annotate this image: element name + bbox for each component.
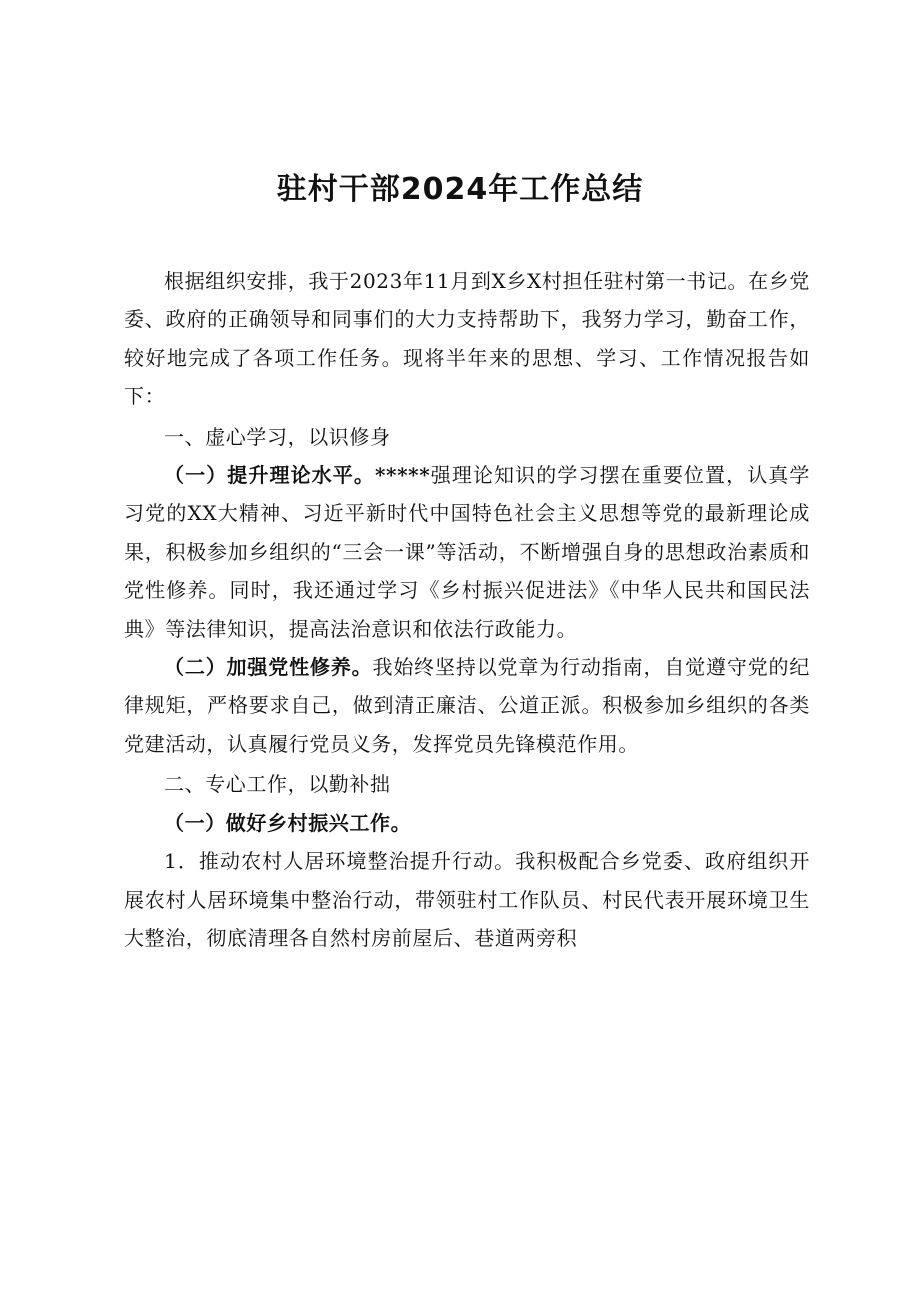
subsection-2-1 bbox=[124, 804, 810, 842]
intro-paragraph: 根据组织安排，我于2023年11月到X乡X村担任驻村第一书记。在乡党委、政府的正确领导和同事们的大力支持帮助下，我努力学习，勤奋工作，较好地完成了各项工作任务。现将半年来的思想、学习、工作情况报告如下： bbox=[124, 269, 810, 409]
section-heading-1: 一、虚心学习，以识修身 bbox=[164, 424, 391, 449]
section-heading-2: 二、专心工作，以勤补拙 bbox=[164, 772, 391, 797]
document-body bbox=[124, 262, 810, 957]
list-item-1: 1．推动农村人居环境整治提升行动。我积极配合乡党委、政府组织开展农村人居环境集中整治行动，带领驻村工作队员、村民代表开展环境卫生大整治，彻底清理各自然村房前屋后、巷道两旁积 bbox=[124, 849, 810, 950]
subsection-text: 我始终坚持以党章为行动指南，自觉遵守党的纪律规矩，严格要求自己，做到清正廉洁、公道正派。积极参加乡组织的各类党建活动，认真履行党员义务，发挥党员先锋模范作用。 bbox=[124, 655, 810, 756]
subsection-1-1 bbox=[124, 456, 810, 648]
document-title: 驻村干部2024年工作总结 bbox=[276, 172, 644, 207]
subsection-text: 强理论知识的学习摆在重要位置，认真学习党的XX大精神、习近平新时代中国特色社会主义思想等党的最新理论成果，积极参加乡组织的“三会一课”等活动，不断增强自身的思想政治素质和党性修养。同时，我还通过学习《乡村振兴促进法》《中华人民共和国民法典》等法律知识，提高法治意识和依法行政能力。 bbox=[124, 463, 810, 641]
subsection-1-2 bbox=[124, 648, 810, 763]
subsection-label: （一）做好乡村振兴工作。 bbox=[164, 810, 412, 835]
subsection-label: （二）加强党性修养。 bbox=[164, 655, 373, 680]
redacted-text: ***** bbox=[374, 463, 431, 488]
subsection-label: （一）提升理论水平。 bbox=[164, 463, 375, 488]
